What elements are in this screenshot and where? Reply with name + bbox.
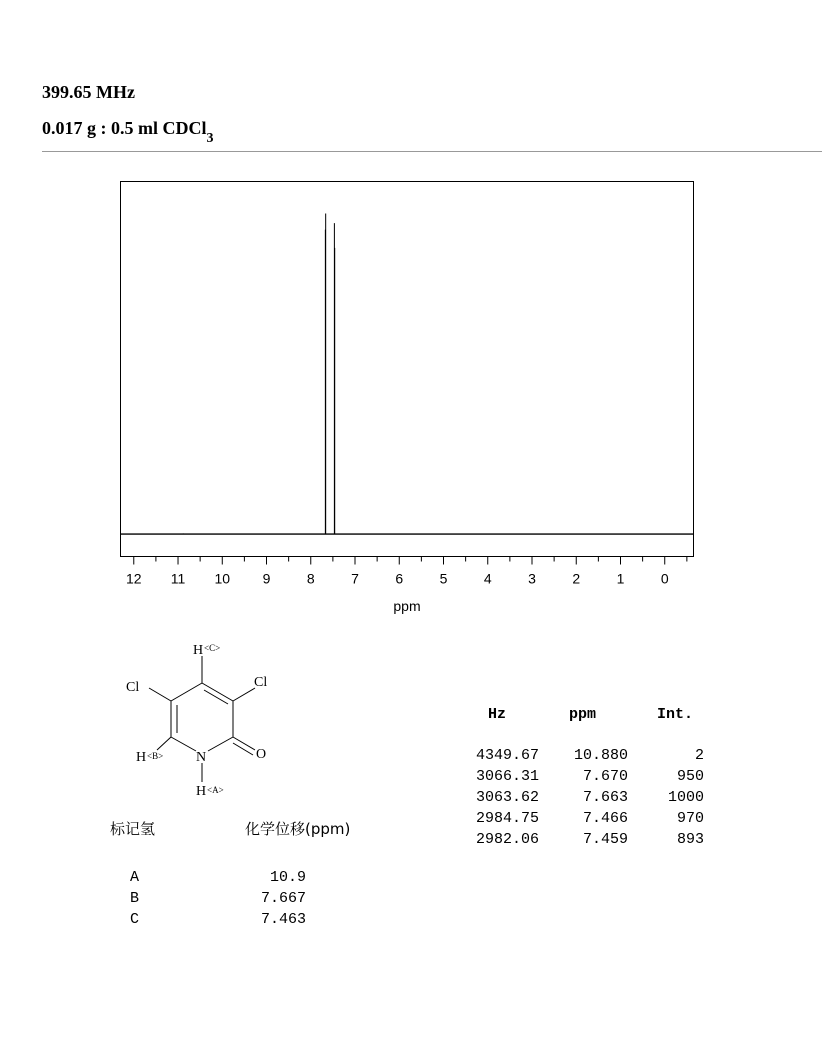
peak-row-hz: 2984.75 <box>475 810 539 827</box>
atom-h-a: H <box>196 784 207 799</box>
x-tick-label: 10 <box>214 570 231 587</box>
x-tick-label: 4 <box>483 570 492 587</box>
assign-row-label: C <box>130 911 140 928</box>
peak-row-hz: 3066.31 <box>475 768 539 785</box>
peak-row-ppm: 7.459 <box>582 831 628 848</box>
assign-header-shift: 化学位移(ppm) <box>245 820 351 838</box>
assign-row-shift: 7.463 <box>260 911 306 928</box>
atom-n: N <box>196 750 207 765</box>
assign-row-shift: 7.667 <box>260 890 306 907</box>
bond-n-c6 <box>171 737 196 751</box>
spectrum-trace <box>121 214 694 535</box>
peak-row-ppm: 7.663 <box>582 789 628 806</box>
bond-c2-n <box>208 737 233 751</box>
peak-row-int: 950 <box>676 768 704 785</box>
peak-table <box>476 706 704 848</box>
peak-row-ppm: 10.880 <box>573 747 628 764</box>
peak-row-int: 970 <box>676 810 704 827</box>
plot-frame <box>121 182 694 557</box>
spectrometer-frequency: 399.65 MHz <box>42 82 135 102</box>
peak-header-ppm: ppm <box>568 706 596 723</box>
atom-h-c-tag: <C> <box>204 643 221 653</box>
peak-row-hz: 2982.06 <box>475 831 539 848</box>
x-tick-label: 12 <box>125 570 142 587</box>
bond-c6-h <box>157 737 171 750</box>
sample-subscript: 3 <box>206 130 214 146</box>
x-tick-label: 7 <box>351 570 359 587</box>
atom-cl-right: Cl <box>254 675 268 690</box>
peak-rows <box>476 747 704 848</box>
assignment-table <box>110 820 350 928</box>
x-tick-label: 0 <box>660 570 669 587</box>
peak-row-hz: 3063.62 <box>475 789 539 806</box>
bond-c2-o <box>233 737 255 750</box>
peak-row-int: 2 <box>694 747 704 764</box>
peak-header-hz: Hz <box>487 706 506 723</box>
peak-row-ppm: 7.466 <box>582 810 628 827</box>
x-tick-label: 2 <box>572 570 581 587</box>
atom-h-b: H <box>136 750 147 765</box>
bond-c4-c3-double <box>204 690 228 704</box>
x-axis-label: ppm <box>393 598 421 614</box>
x-tick-label: 9 <box>262 570 271 587</box>
peak-row-hz: 4349.67 <box>475 747 539 764</box>
bond-c3-cl <box>233 688 255 701</box>
x-tick-label: 5 <box>439 570 448 587</box>
nmr-spectrum-plot <box>121 182 694 615</box>
bond-c5-c4 <box>171 683 202 701</box>
peak-row-int: 893 <box>676 831 704 848</box>
atom-cl-left: Cl <box>126 680 140 695</box>
x-axis-ticks <box>134 557 687 565</box>
assign-row-label: A <box>130 869 140 886</box>
x-tick-label: 11 <box>170 570 186 587</box>
assign-rows <box>130 869 306 928</box>
atom-o: O <box>256 747 267 762</box>
bond-c5-cl <box>149 688 171 701</box>
x-tick-label: 3 <box>528 570 536 587</box>
peak-row-int: 1000 <box>667 789 704 806</box>
atom-h-a-tag: <A> <box>207 785 224 795</box>
assign-header-label: 标记氢 <box>110 820 156 838</box>
bond-c2-o-double <box>233 743 253 755</box>
assign-row-shift: 10.9 <box>269 869 306 886</box>
assign-row-label: B <box>130 890 140 907</box>
atom-h-b-tag: <B> <box>147 751 164 761</box>
peak-header-int: Int. <box>656 706 693 723</box>
peak-row-ppm: 7.670 <box>582 768 628 785</box>
x-tick-label: 1 <box>616 570 625 587</box>
atom-h-c: H <box>193 643 204 658</box>
sample-text: 0.017 g : 0.5 ml CDCl <box>42 118 207 138</box>
structure-atom-labels <box>126 643 267 799</box>
x-axis-tick-labels <box>126 571 669 587</box>
x-tick-label: 6 <box>395 570 404 587</box>
x-tick-label: 8 <box>306 570 315 587</box>
